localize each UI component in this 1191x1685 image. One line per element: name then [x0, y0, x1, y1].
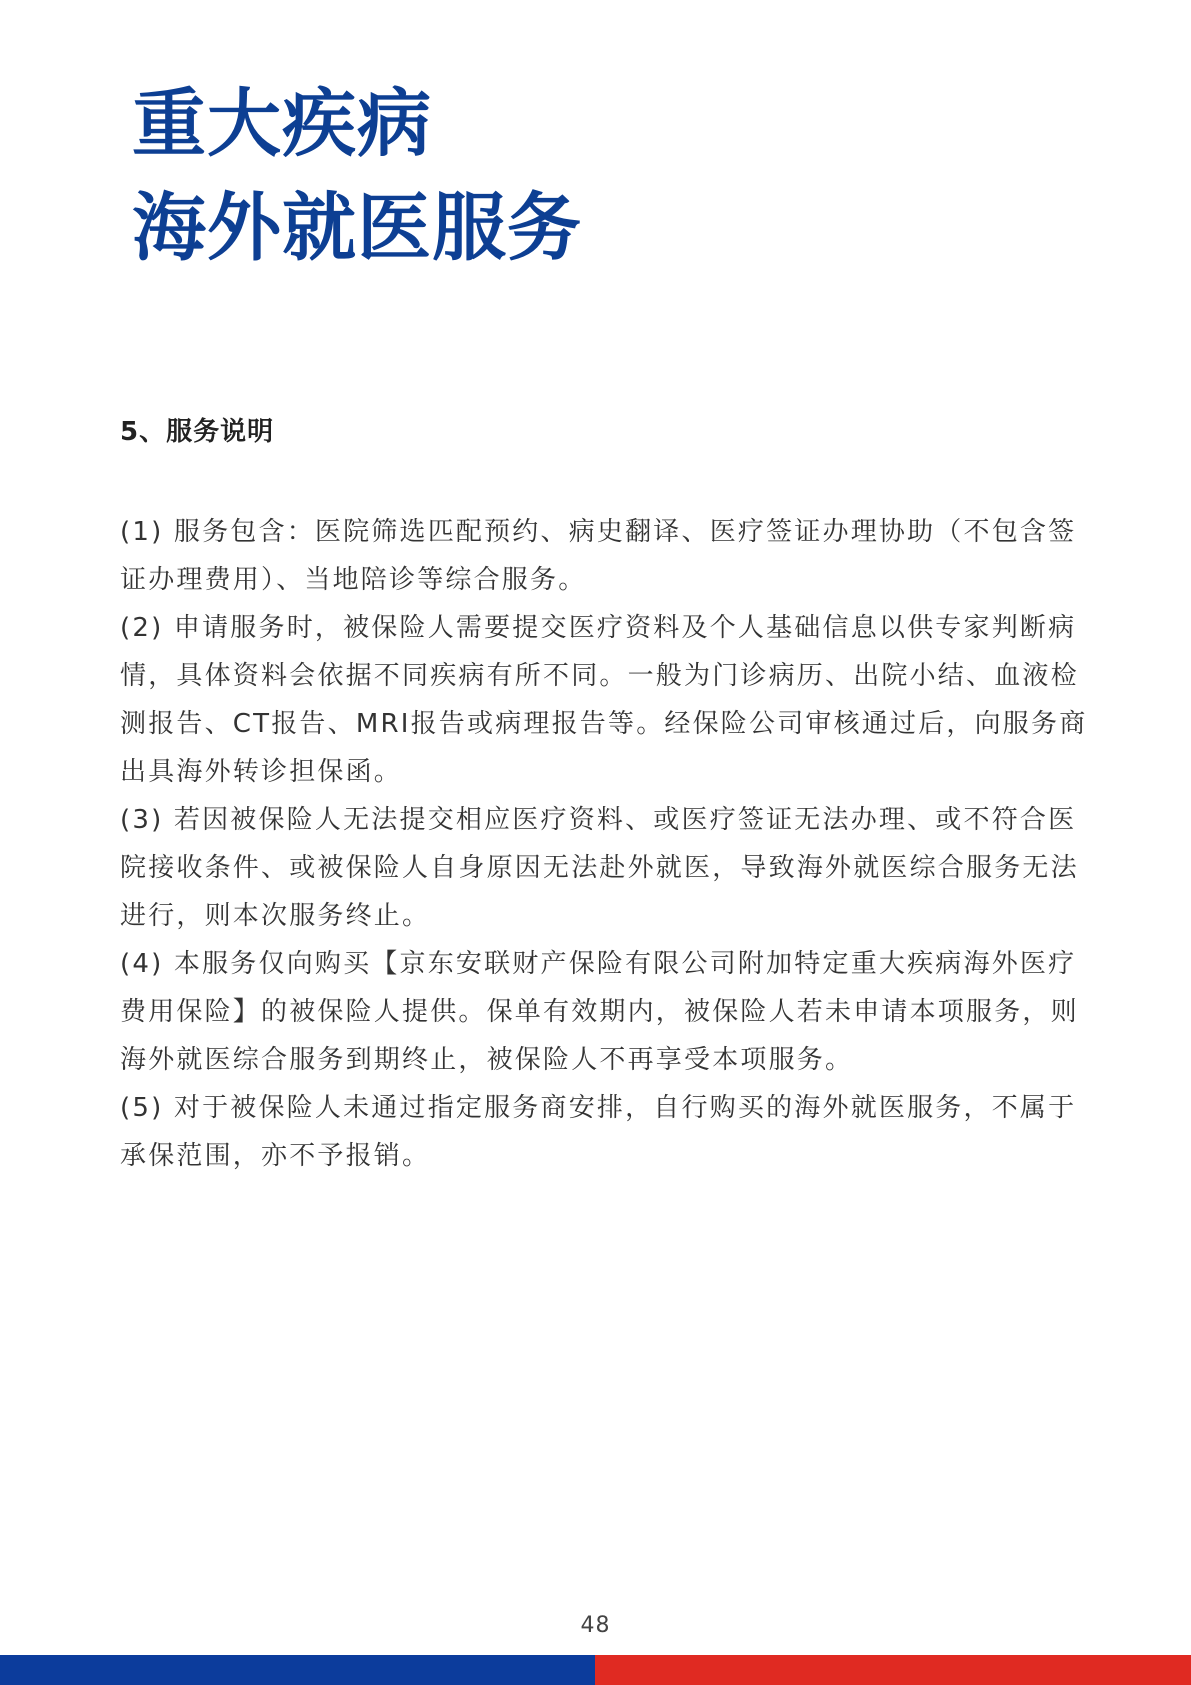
paragraph-5: (5) 对于被保险人未通过指定服务商安排，自行购买的海外就医服务，不属于承保范围，亦不予报销。 — [120, 1093, 1077, 1171]
paragraph-2: (2) 申请服务时，被保险人需要提交医疗资料及个人基础信息以供专家判断病情，具体资料会依据不同疾病有所不同。一般为门诊病历、出院小结、血液检测报告、CT报告、MRI报告或病理报告等。经保险公司审核通过后，向服务商出具海外转诊担保函。 — [120, 613, 1088, 787]
section-heading: 5、服务说明 — [120, 417, 275, 447]
page-title — [132, 72, 1032, 280]
footer-bar-blue — [0, 1655, 595, 1685]
footer-bar-red — [595, 1655, 1191, 1685]
paragraph-3: (3) 若因被保险人无法提交相应医疗资料、或医疗签证无法办理、或不符合医院接收条件、或被保险人自身原因无法赴外就医，导致海外就医综合服务无法进行，则本次服务终止。 — [120, 805, 1079, 931]
title-line-2: 海外就医服务 — [132, 185, 582, 271]
title-line-1: 重大疾病 — [132, 81, 432, 167]
page-number: 48 — [580, 1613, 611, 1638]
paragraph-1: (1) 服务包含：医院筛选匹配预约、病史翻译、医疗签证办理协助（不包含签证办理费用）、当地陪诊等综合服务。 — [120, 517, 1077, 595]
paragraph-4: (4) 本服务仅向购买【京东安联财产保险有限公司附加特定重大疾病海外医疗费用保险】的被保险人提供。保单有效期内，被保险人若未申请本项服务，则海外就医综合服务到期终止，被保险人不再享受本项服务。 — [120, 949, 1079, 1075]
service-description — [120, 508, 1100, 1180]
footer-bar — [0, 1655, 1191, 1685]
